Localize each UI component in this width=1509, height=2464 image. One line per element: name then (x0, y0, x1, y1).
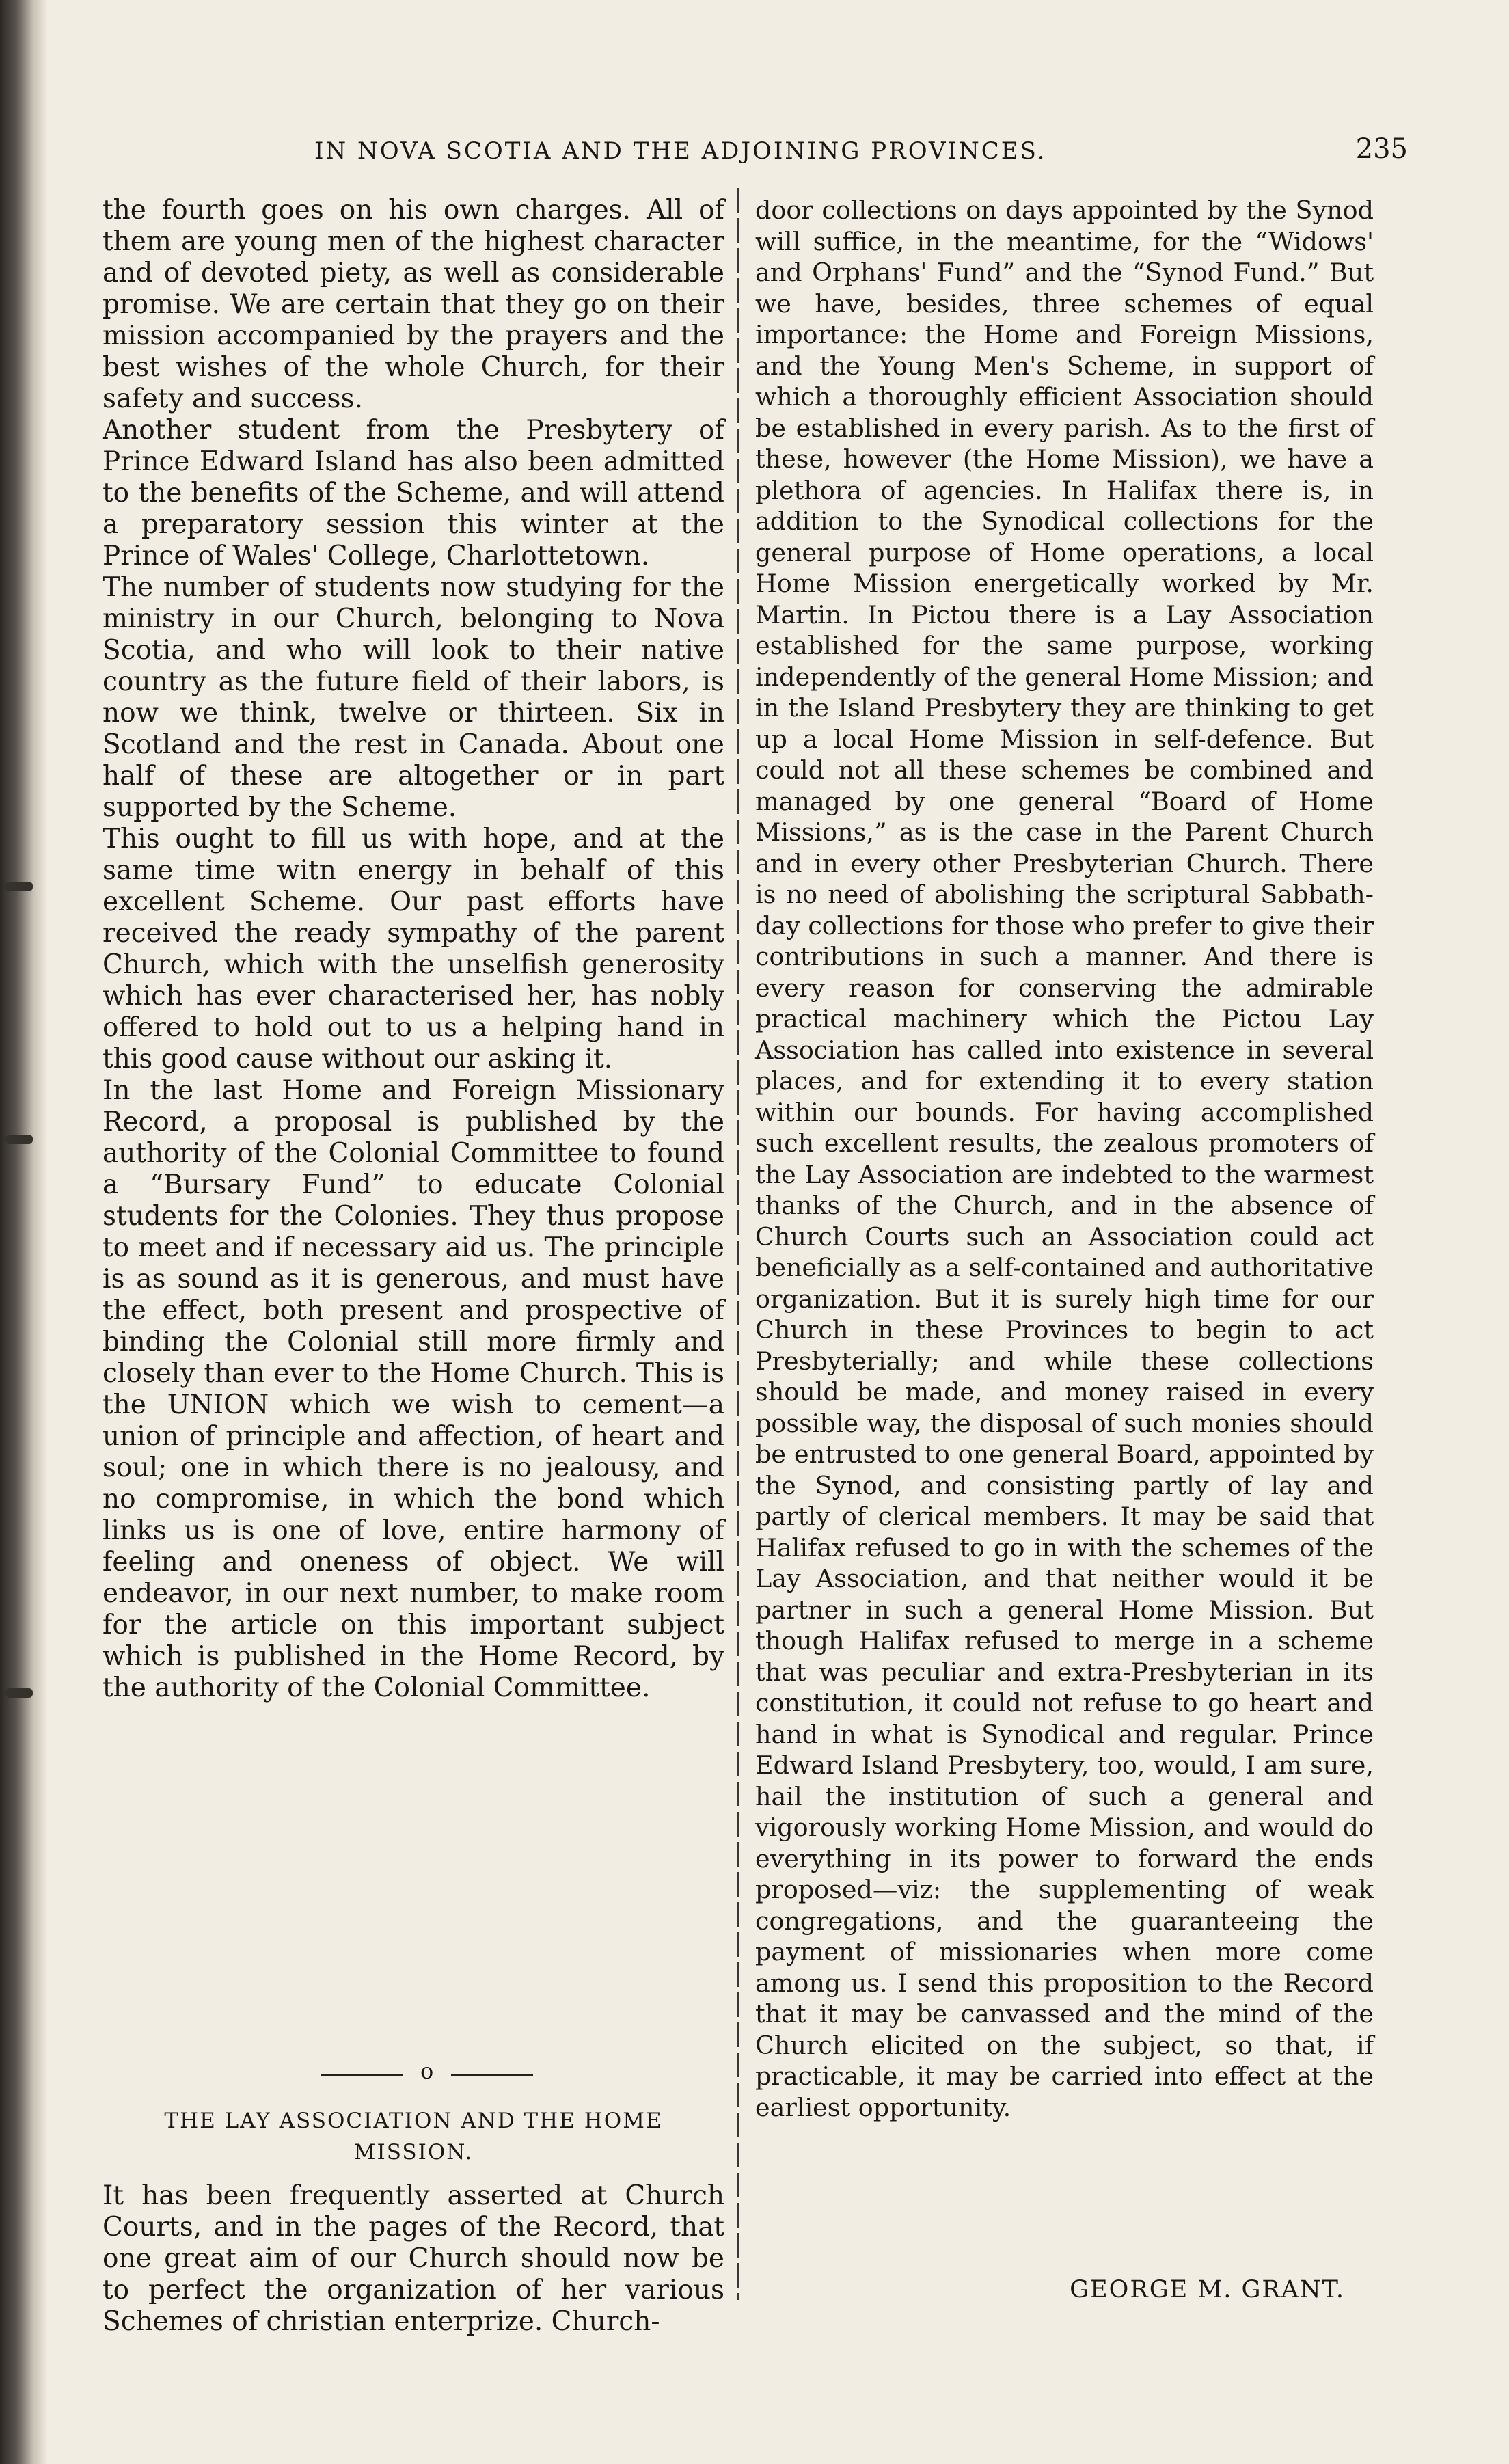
section-title-line: THE LAY ASSOCIATION AND THE HOME (164, 2109, 663, 2133)
scan-edge (0, 0, 48, 2464)
author-signature: GEORGE M. GRANT. (1070, 2276, 1345, 2303)
header-title: IN NOVA SCOTIA AND THE ADJOINING PROVINCES. (314, 137, 1047, 165)
section-title (103, 2105, 724, 2168)
column-rule (737, 188, 739, 2300)
left-column-text: the fourth goes on his own charges. All of them are young men of the highest character and of devoted piety, as well as considerable promise. We are certain that they go on their mission accompanied by the prayers and the best wishes of the whole Church, for their safety and success. Another student from the Presbytery of Prince Edward Island has also been admitted to the benefits of the Scheme, and will attend a preparatory session this winter at the Prince of Wales' College, Charlottetown. The number of students now studying for the ministry in our Church, belonging to Nova Scotia, and who will look to their native country as the future field of their labors, is now we think, twelve or thirteen. Six in Scotland and the rest in Canada. About one half of these are altogether or in part supported by the Scheme. This ought to fill us with hope, and at the same time witn energy in behalf of this excellent Scheme. Our past efforts have received the ready sympathy of the parent Church, which with the unselfish generosity which has ever characterised her, has nobly offered to hold out to us a helping hand in this good cause without our asking it. In the last Home and Foreign Missionary Record, a proposal is published by the authority of the Colonial Committee to found a “Bursary Fund” to educate Colonial students for the Colonies. They thus propose to meet and if necessary aid us. The principle is as sound as it is generous, and must have the effect, both present and prospective of binding the Colonial still more firmly and closely than ever to the Home Church. This is the UNION which we wish to cement—a union of principle and affection, of heart and soul; one in which there is no jealousy, and no compromise, in which the bond which links us is one of love, entire harmony of feeling and oneness of object. We will endeavor, in our next number, to make room for the article on this important subject which is published in the Home Record, by the authority of the Colonial Committee. (103, 195, 724, 1703)
page-number: 235 (1355, 133, 1408, 165)
running-header (96, 133, 1422, 174)
scan-mark (5, 1135, 33, 1144)
divider-line (451, 2074, 533, 2076)
section-divider (321, 2058, 533, 2088)
section-body: It has been frequently asserted at Church Courts, and in the pages of the Record, that one great aim of our Church should now be to perfect the organization of her various Schemes of christian enterprize. Church- (103, 2180, 724, 2337)
section-title-line: MISSION. (353, 2140, 474, 2165)
scan-mark (5, 1688, 33, 1698)
divider-line (321, 2074, 403, 2076)
divider-mark: o (420, 2058, 434, 2084)
right-column-text: door collections on days appointed by the Synod will suffice, in the meantime, for the “Widows' and Orphans' Fund” and the “Synod Fund.” But we have, besides, three schemes of equal importance: the Home and Foreign Missions, and the Young Men's Scheme, in support of which a thoroughly efficient Association should be established in every parish. As to the first of these, however (the Home Mission), we have a plethora of agencies. In Halifax there is, in addition to the Synodical collections for the general purpose of Home operations, a local Home Mission energetically worked by Mr. Martin. In Pictou there is a Lay Association established for the same purpose, working independently of the general Home Mission; and in the Island Presbytery they are thinking to get up a local Home Mission in self-defence. But could not all these schemes be combined and managed by one general “Board of Home Missions,” as is the case in the Parent Church and in every other Presbyterian Church. There is no need of abolishing the scriptural Sabbath-day collections for those who prefer to give their contributions in such a manner. And there is every reason for conserving the admirable practical machinery which the Pictou Lay Association has called into existence in several places, and for extending it to every station within our bounds. For having accomplished such excellent results, the zealous promoters of the Lay Association are indebted to the warmest thanks of the Church, and in the absence of Church Courts such an Association could act beneficially as a self-contained and authoritative organization. But it is surely high time for our Church in these Provinces to begin to act Presbyterially; and while these collections should be made, and money raised in every possible way, the disposal of such monies should be entrusted to one general Board, appointed by the Synod, and consisting partly of lay and partly of clerical members. It may be said that Halifax refused to go in with the schemes of the Lay Association, and that neither would it be partner in such a general Home Mission. But though Halifax refused to merge in a scheme that was peculiar and extra-Presbyterian in its constitution, it could not refuse to go heart and hand in what is Synodical and regular. Prince Edward Island Presbytery, too, would, I am sure, hail the institution of such a general and vigorously working Home Mission, and would do everything in its power to forward the ends proposed—viz: the supplementing of weak congregations, and the guaranteeing the payment of missionaries when more come among us. I send this proposition to the Record that it may be canvassed and the mind of the Church elicited on the subject, so that, if practicable, it may be carried into effect at the earliest opportunity. (755, 195, 1374, 2122)
scan-mark (5, 882, 33, 891)
